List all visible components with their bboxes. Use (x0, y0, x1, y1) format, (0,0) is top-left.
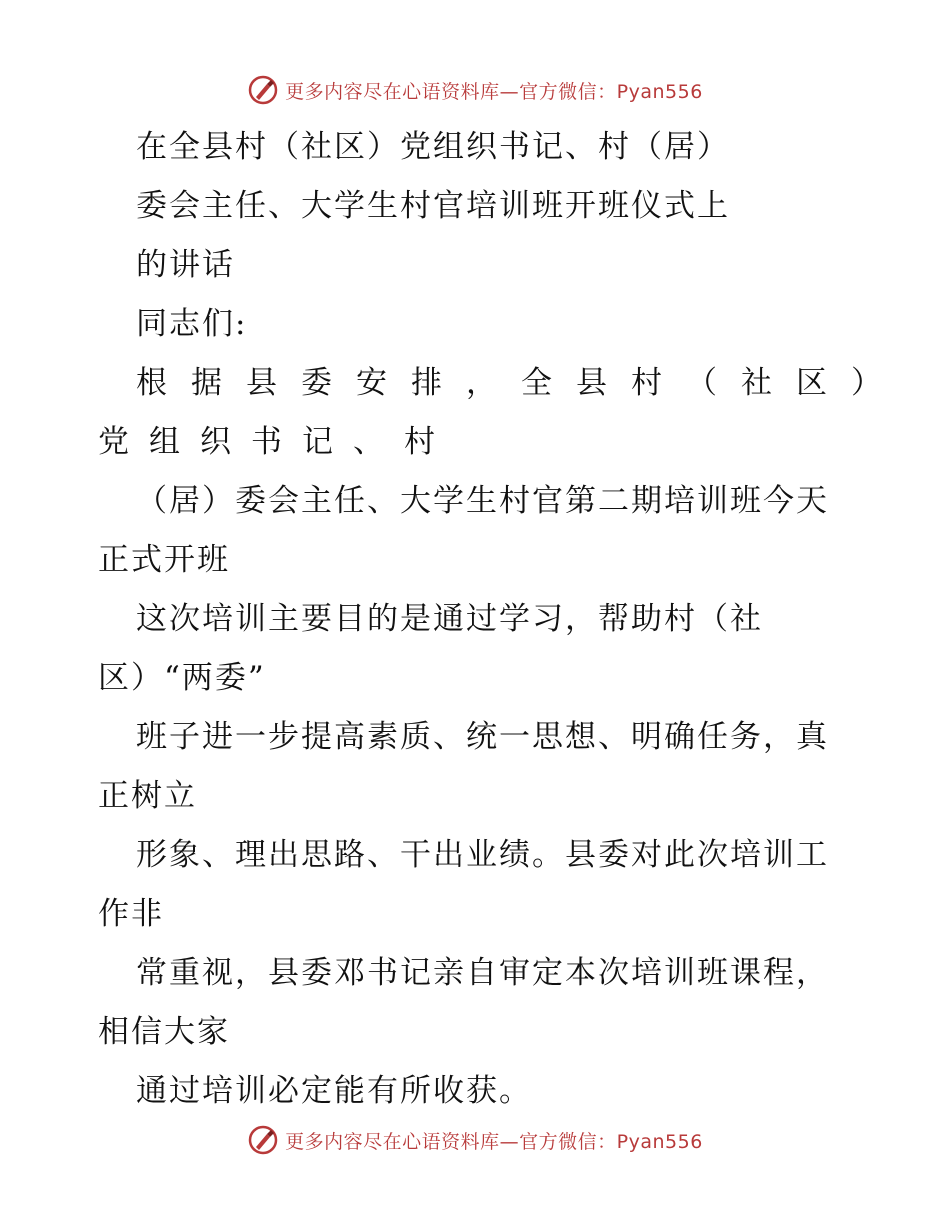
body-line: 作非 (98, 896, 164, 932)
header-watermark-banner (0, 70, 950, 110)
footer-watermark-banner (0, 1120, 950, 1160)
title-line-3: 的讲话 (136, 247, 235, 283)
body-line: 区）“两委” (98, 660, 266, 696)
watermark-text: 更多内容尽在心语资料库—官方微信：Pyan556 (285, 1130, 703, 1153)
title-line-1: 在全县村（社区）党组织书记、村（居） (136, 129, 730, 165)
body-line: 班子进一步提高素质、统一思想、明确任务，真 (136, 719, 829, 755)
body-line: 正树立 (98, 778, 197, 814)
watermark-text: 更多内容尽在心语资料库—官方微信：Pyan556 (285, 80, 703, 103)
salutation: 同志们: (136, 306, 248, 342)
body-line: 常重视，县委邓书记亲自审定本次培训班课程， (136, 955, 829, 991)
pen-logo-icon (247, 74, 279, 106)
document-body (98, 118, 906, 1121)
header-watermark (247, 74, 703, 106)
body-line: 党组织书记、村 (98, 424, 455, 460)
footer-watermark (247, 1124, 703, 1156)
body-line: 相信大家 (98, 1014, 230, 1050)
body-line: 这次培训主要目的是通过学习，帮助村（社 (136, 601, 763, 637)
pen-logo-icon (247, 1124, 279, 1156)
body-line: 形象、理出思路、干出业绩。县委对此次培训工 (136, 837, 829, 873)
body-line: 根据县委安排，全县村（社区） (136, 365, 906, 401)
body-line: 正式开班 (98, 542, 230, 578)
title-line-2: 委会主任、大学生村官培训班开班仪式上 (136, 188, 730, 224)
body-line: 通过培训必定能有所收获。 (136, 1073, 532, 1109)
body-line: （居）委会主任、大学生村官第二期培训班今天 (136, 483, 829, 519)
